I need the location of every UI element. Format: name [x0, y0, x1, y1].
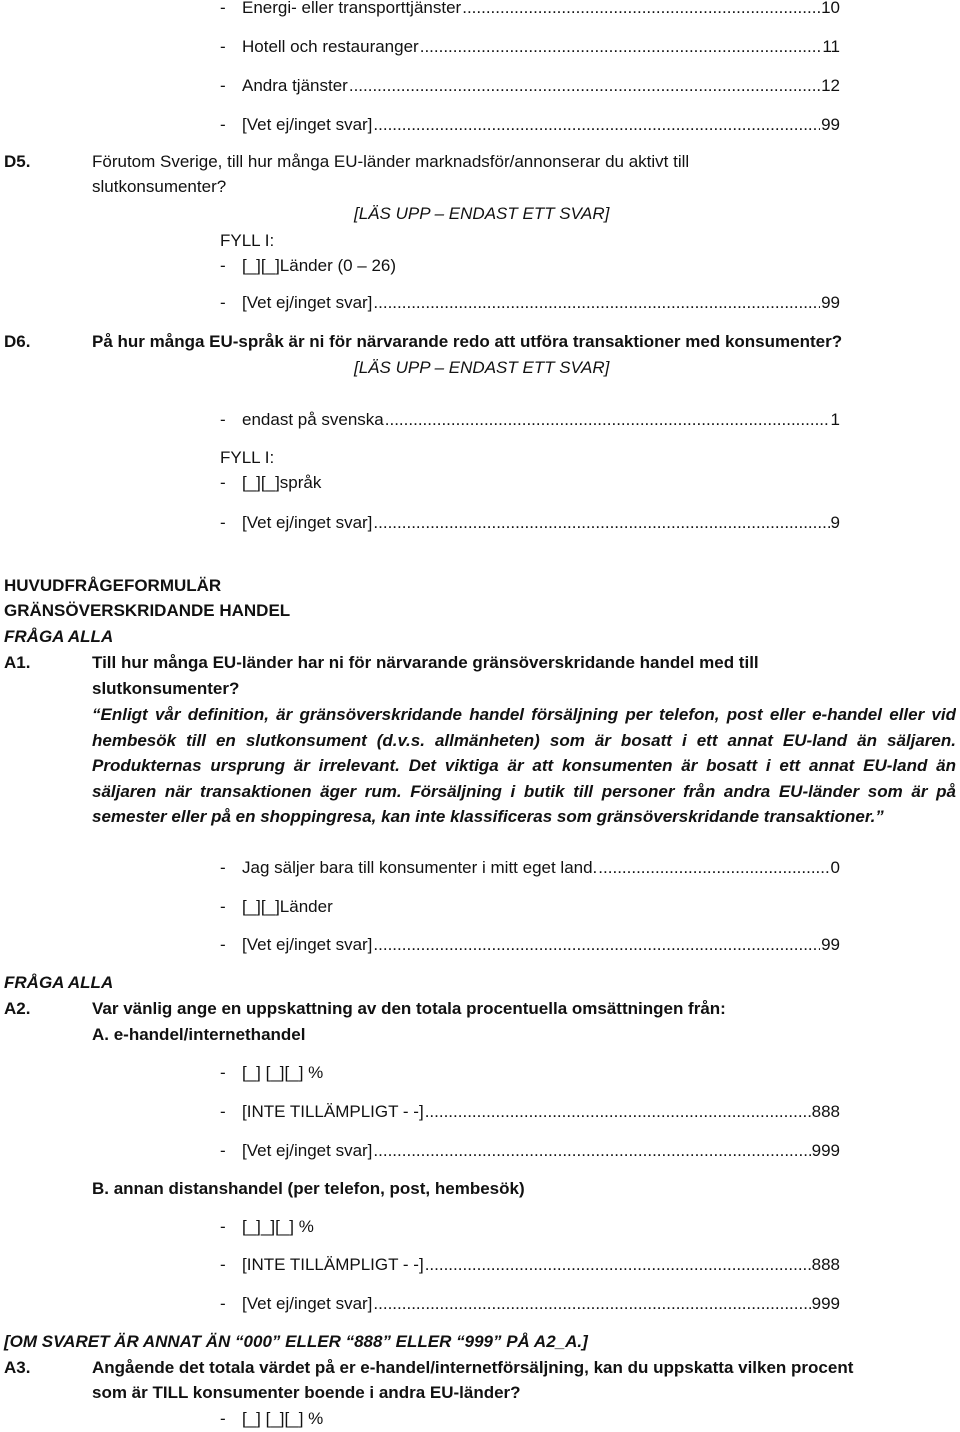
fill-label-d6: FYLL I:	[220, 448, 275, 467]
option-label: Jag säljer bara till konsumenter i mitt eget land.	[242, 858, 598, 877]
option-dash: -	[220, 513, 226, 532]
question-number-a3: A3.	[4, 1358, 31, 1377]
dot-leader	[420, 36, 822, 58]
percent-field-a3[interactable]	[220, 1408, 323, 1430]
fill-field-d5[interactable]	[220, 255, 396, 277]
option-label: [Vet ej/inget svar]	[242, 513, 373, 532]
option-a2a-not-applicable[interactable]	[220, 1101, 840, 1123]
option-dash: -	[220, 1141, 226, 1160]
option-label: [Vet ej/inget svar]	[242, 115, 373, 134]
section-subheading: GRÄNSÖVERSKRIDANDE HANDEL	[4, 601, 291, 620]
option-dash: -	[220, 37, 226, 56]
option-dash: -	[220, 293, 226, 312]
sub-question-a: A. e-handel/internethandel	[92, 1025, 306, 1044]
option-dash: -	[220, 256, 226, 275]
question-d5-text: Förutom Sverige, till hur många EU-länder marknadsför/annonserar du aktivt till	[92, 152, 690, 171]
question-number-d5: D5.	[4, 152, 31, 171]
option-label: [INTE TILLÄMPLIGT - -]	[242, 1102, 424, 1121]
option-dash: -	[220, 1294, 226, 1313]
question-a2-text: Var vänlig ange en uppskattning av den totala procentuella omsättningen från:	[92, 999, 726, 1018]
option-dash: -	[220, 410, 226, 429]
option-hotell[interactable]	[220, 36, 840, 58]
option-dash: -	[220, 1217, 226, 1236]
option-label: [Vet ej/inget svar]	[242, 1294, 373, 1313]
option-dash: -	[220, 858, 226, 877]
ask-all-label: FRÅGA ALLA	[4, 973, 114, 992]
fill-field-text: [_][_]Länder (0 – 26)	[242, 256, 397, 275]
option-dash: -	[220, 935, 226, 954]
dot-leader	[349, 75, 820, 97]
option-code: 999	[811, 1294, 840, 1313]
option-a1-eget-land[interactable]	[220, 857, 840, 879]
fill-field-d6[interactable]	[220, 472, 321, 494]
option-dash: -	[220, 897, 226, 916]
dot-leader	[598, 857, 829, 879]
option-dash: -	[220, 76, 226, 95]
option-d5-vet-ej[interactable]	[220, 292, 840, 314]
fill-field-text: [_] [_][_] %	[242, 1063, 324, 1082]
dot-leader	[462, 0, 820, 19]
option-code: 0	[830, 858, 840, 877]
option-dash: -	[220, 1063, 226, 1082]
fill-field-text: [_][_]språk	[242, 473, 322, 492]
dot-leader	[373, 512, 829, 534]
dot-leader	[373, 1293, 810, 1315]
option-dash: -	[220, 1409, 226, 1428]
option-code: 1	[830, 410, 840, 429]
fill-field-text: [_][_]Länder	[242, 897, 333, 916]
option-a1-vet-ej[interactable]	[220, 934, 840, 956]
option-label: [Vet ej/inget svar]	[242, 293, 373, 312]
instruction-d6: [LÄS UPP – ENDAST ETT SVAR]	[354, 358, 610, 377]
fill-field-text: [_] [_][_] %	[242, 1409, 324, 1428]
option-code: 11	[822, 37, 840, 56]
option-a2b-vet-ej[interactable]	[220, 1293, 840, 1315]
option-label: [Vet ej/inget svar]	[242, 935, 373, 954]
question-a3-text: Angående det totala värdet på er e-handel/internetförsäljning, kan du uppskatta vilken procent	[92, 1358, 854, 1377]
instruction-d5: [LÄS UPP – ENDAST ETT SVAR]	[354, 204, 610, 223]
dot-leader	[373, 114, 820, 136]
dot-leader	[385, 409, 830, 431]
option-d6-svenska[interactable]	[220, 409, 840, 431]
fill-label-d5: FYLL I:	[220, 231, 275, 250]
question-number-d6: D6.	[4, 332, 31, 351]
option-label: Energi- eller transporttjänster	[242, 0, 462, 17]
fill-field-a1[interactable]	[220, 896, 333, 918]
option-code: 99	[821, 115, 840, 134]
option-vet-ej[interactable]	[220, 114, 840, 136]
section-heading: HUVUDFRÅGEFORMULÄR	[4, 576, 222, 595]
routing-instruction: [OM SVARET ÄR ANNAT ÄN “000” ELLER “888” ELLER “999” PÅ A2_A.]	[4, 1332, 588, 1351]
percent-field-b[interactable]	[220, 1216, 314, 1238]
question-d6-text: På hur många EU-språk är ni för närvarande redo att utföra transaktioner med konsumenter?	[92, 332, 843, 351]
dot-leader	[373, 292, 820, 314]
option-dash: -	[220, 115, 226, 134]
dot-leader	[373, 1140, 810, 1162]
option-d6-vet-ej[interactable]	[220, 512, 840, 534]
ask-all-label: FRÅGA ALLA	[4, 627, 114, 646]
option-label: [INTE TILLÄMPLIGT - -]	[242, 1255, 424, 1274]
option-code: 999	[811, 1141, 840, 1160]
option-label: [Vet ej/inget svar]	[242, 1141, 373, 1160]
dot-leader	[425, 1254, 811, 1276]
dot-leader	[373, 934, 820, 956]
option-code: 10	[821, 0, 840, 17]
question-a1-text-cont: slutkonsumenter?	[92, 679, 240, 698]
definition-a1: “Enligt vår definition, är gränsöverskridande handel försäljning per telefon, post eller e-handel eller vid hembesök till en slutkonsument (d.v.s. allmänheten) som är bosatt i ett annat EU-land än säljaren. Produkternas ursprung är irrelevant. Det viktiga är att konsumenten är bosatt i ett annat EU-land än säljaren när transaktionen äger rum. Försäljning i butik till personer från andra EU-länder som är på semester eller på en shoppingresa, kan inte klassificeras som gränsöverskridande transaktioner.”	[92, 705, 956, 826]
percent-field-a[interactable]	[220, 1062, 323, 1084]
option-dash: -	[220, 1102, 226, 1121]
option-code: 9	[830, 513, 840, 532]
option-code: 12	[821, 76, 840, 95]
option-code: 99	[821, 935, 840, 954]
option-energi[interactable]	[220, 0, 840, 19]
question-d5-text-cont: slutkonsumenter?	[92, 177, 227, 196]
option-a2a-vet-ej[interactable]	[220, 1140, 840, 1162]
option-dash: -	[220, 1255, 226, 1274]
option-label: Hotell och restauranger	[242, 37, 419, 56]
question-number-a1: A1.	[4, 653, 31, 672]
option-code: 888	[811, 1102, 840, 1121]
option-label: Andra tjänster	[242, 76, 348, 95]
option-code: 888	[811, 1255, 840, 1274]
option-code: 99	[821, 293, 840, 312]
option-dash: -	[220, 473, 226, 492]
option-a2b-not-applicable[interactable]	[220, 1254, 840, 1276]
question-number-a2: A2.	[4, 999, 31, 1018]
fill-field-text: [_]_][_] %	[242, 1217, 314, 1236]
sub-question-b: B. annan distanshandel (per telefon, post, hembesök)	[92, 1179, 525, 1198]
option-andra-tjanster[interactable]	[220, 75, 840, 97]
question-a3-text-cont: som är TILL konsumenter boende i andra EU-länder?	[92, 1383, 521, 1402]
option-dash: -	[220, 0, 226, 17]
question-a1-text: Till hur många EU-länder har ni för närvarande gränsöverskridande handel med till	[92, 653, 759, 672]
option-label: endast på svenska	[242, 410, 384, 429]
dot-leader	[425, 1101, 811, 1123]
